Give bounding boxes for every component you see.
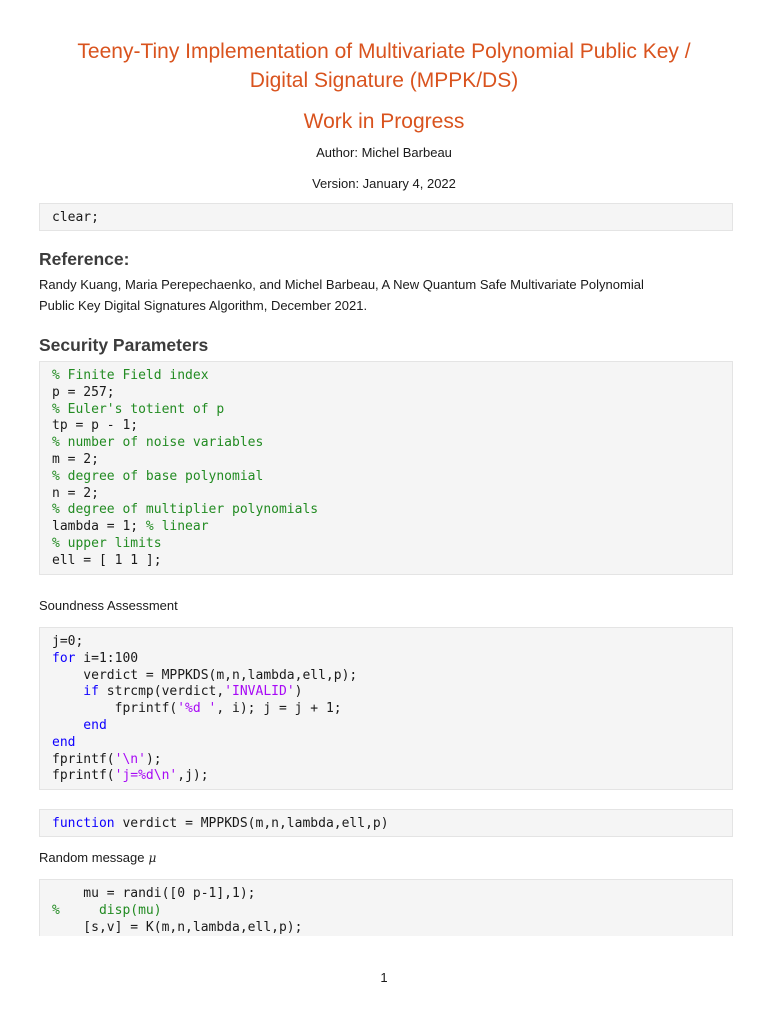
- reference-text: [39, 275, 719, 316]
- code-line: mu = randi([0 p-1],1);: [52, 886, 256, 901]
- soundness-assessment-label: Soundness Assessment: [39, 598, 178, 613]
- code-text: strcmp(verdict,: [98, 684, 225, 700]
- code-string: '\n': [114, 751, 146, 767]
- code-line: verdict = MPPKDS(m,n,lambda,ell,p);: [52, 667, 358, 683]
- code-line: tp = p - 1;: [52, 418, 139, 434]
- code-block-soundness: [39, 627, 733, 790]
- page-number: 1: [380, 970, 388, 985]
- reference-line-2: Public Key Digital Signatures Algorithm, December 2021.: [39, 297, 368, 313]
- code-line: [52, 701, 720, 718]
- code-line: [52, 816, 720, 833]
- code-keyword: function: [52, 816, 115, 831]
- code-keyword: end: [52, 717, 107, 733]
- code-line: [52, 768, 720, 785]
- code-text: fprintf(: [52, 751, 115, 767]
- code-line: p = 257;: [52, 384, 115, 400]
- random-message-text: Random message: [39, 850, 145, 865]
- code-text: );: [145, 751, 162, 767]
- document-subtitle: Work in Progress: [303, 110, 465, 133]
- code-line: [52, 684, 720, 701]
- code-keyword: for: [52, 650, 76, 666]
- code-string: 'j=%d\n': [114, 768, 178, 784]
- mu-symbol: μ: [148, 851, 157, 865]
- code-text: ): [294, 684, 303, 700]
- document-title-line-2: Digital Signature (MPPK/DS): [249, 69, 519, 92]
- code-block-function-definition: [39, 809, 733, 837]
- code-comment: % number of noise variables: [52, 435, 264, 451]
- code-comment: % linear: [145, 519, 209, 535]
- code-block-security-parameters: [39, 361, 733, 575]
- code-string: 'INVALID': [224, 684, 295, 700]
- security-parameters-heading: Security Parameters: [39, 335, 209, 355]
- document-title-line-1: Teeny-Tiny Implementation of Multivariate Polynomial Public Key /: [77, 40, 691, 63]
- code-text: lambda = 1;: [52, 519, 146, 535]
- code-line: [52, 519, 720, 536]
- code-comment: % degree of multiplier polynomials: [52, 502, 319, 518]
- random-message-label: [39, 850, 156, 866]
- code-line: [52, 651, 720, 668]
- code-line: n = 2;: [52, 485, 99, 501]
- version-line: Version: January 4, 2022: [312, 176, 456, 191]
- reference-heading: Reference:: [39, 249, 130, 269]
- reference-line-1: Randy Kuang, Maria Perepechaenko, and Michel Barbeau, A New Quantum Safe Multivariate Polynomial: [39, 277, 644, 292]
- code-block-random-message: [39, 879, 733, 936]
- code-text: verdict = MPPKDS(m,n,lambda,ell,p): [114, 816, 389, 831]
- code-comment: % upper limits: [52, 535, 162, 551]
- author-line: Author: Michel Barbeau: [316, 145, 452, 160]
- code-line: clear;: [52, 210, 99, 225]
- code-text: fprintf(: [52, 768, 115, 784]
- code-text: i=1:100: [75, 650, 139, 666]
- code-line: [s,v] = K(m,n,lambda,ell,p);: [52, 919, 303, 935]
- code-comment: % Finite Field index: [52, 368, 209, 383]
- code-text: , i); j = j + 1;: [216, 701, 342, 717]
- code-keyword: if: [52, 684, 99, 700]
- code-text: fprintf(: [52, 701, 178, 717]
- code-comment: % degree of base polynomial: [52, 468, 264, 484]
- code-comment: % disp(mu): [52, 902, 162, 918]
- code-line: ell = [ 1 1 ];: [52, 552, 162, 568]
- code-string: '%d ': [177, 701, 217, 717]
- code-line: j=0;: [52, 634, 84, 649]
- code-text: ,j);: [177, 768, 209, 784]
- code-keyword: end: [52, 734, 76, 750]
- code-comment: % Euler's totient of p: [52, 401, 225, 417]
- code-line: [52, 752, 720, 769]
- code-line: m = 2;: [52, 451, 99, 467]
- code-block-clear: [39, 203, 733, 231]
